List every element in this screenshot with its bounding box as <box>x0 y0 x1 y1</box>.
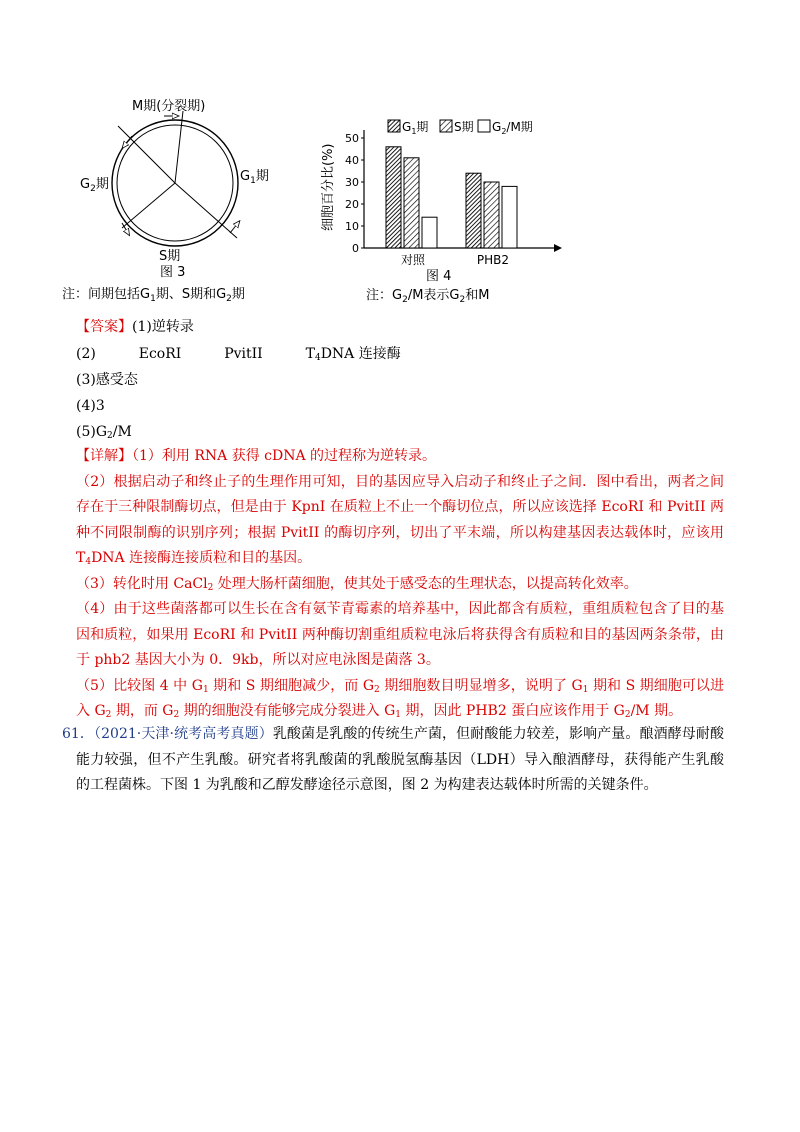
y-tick-label: 40 <box>345 154 359 167</box>
answer-2-num: (2) <box>76 346 96 362</box>
question-source: （2021·天津·统考高考真题） <box>94 726 273 742</box>
bar-1-0 <box>466 173 481 248</box>
y-tick-label: 50 <box>345 132 359 145</box>
legend-label: $G_1$期 <box>402 120 429 136</box>
label-g1: $G_1$期 <box>240 169 269 186</box>
bar-0-0 <box>386 147 401 248</box>
question-number: 61． <box>62 726 95 742</box>
label-s: S期 <box>159 249 181 264</box>
x-tick-label: 对照 <box>400 253 426 267</box>
cell-cycle-diagram <box>60 88 300 313</box>
y-tick-label: 10 <box>345 220 359 233</box>
legend-swatch <box>440 120 452 132</box>
detail-p2: （2）根据启动子和终止子的生理作用可知，目的基因应导入启动子和终止子之间．图中看出，两者之间存在于三种限制酶切点，但是由于 KpnI 在质粒上不止一个酶切位点，所以应该选择 EcoRI 和 PvitII 两种不同限制酶的识别序列；根据 PvitII 的酶切序列，切出了平末端，所以构建基因表达载体时，应该用 $T_4DNA$ 连接酶连接质粒和目的基因。 <box>76 473 724 567</box>
boundary-g2 <box>118 126 175 183</box>
boundary-m <box>175 111 183 183</box>
bar-0-1 <box>404 158 419 248</box>
y-axis-label: 细胞百分比(%) <box>321 143 336 231</box>
legend-label: $G_2/M$期 <box>492 120 533 136</box>
answer-line-5: $(5)G_2/M$ <box>76 424 132 441</box>
figure-3-note: 注：间期包括$G_1$期、S期和$G_2$期 <box>62 287 245 304</box>
detail-p3: （3）转化时用 CaCl$_2$ 处理大肠杆菌细胞，使其处于感受态的生理状态，以提高转化效率。 <box>76 575 638 593</box>
legend-label: S期 <box>454 120 474 134</box>
arrow-icon <box>230 223 238 233</box>
figure-4-caption: 图 4 <box>426 269 452 284</box>
answer-1: (1)逆转录 <box>132 319 194 335</box>
x-axis-arrow-icon <box>554 244 562 252</box>
y-tick-label: 20 <box>345 198 359 211</box>
bar-1-2 <box>502 186 517 248</box>
bar-1-1 <box>484 182 499 248</box>
answer-2-c: $T_4DNA$ 连接酶 <box>305 346 401 363</box>
detail-section <box>76 444 724 725</box>
bar-0-2 <box>422 217 437 248</box>
boundary-g1 <box>175 183 237 238</box>
y-tick-label: 0 <box>352 242 359 255</box>
answer-2-a: EcoRI <box>138 346 182 362</box>
answer-2-b: PvitII <box>224 346 263 362</box>
figure-4-note: 注：$G_2/M$表示$G_2$和M <box>366 288 490 305</box>
answer-label: 【答案】 <box>76 319 132 335</box>
legend-swatch <box>478 120 490 132</box>
answer-line-2 <box>76 344 401 364</box>
y-tick-label: 30 <box>345 176 359 189</box>
label-m-phase: M期(分裂期) <box>132 99 206 114</box>
figure-3 <box>60 88 300 313</box>
detail-p4: （4）由于这些菌落都可以生长在含有氨苄青霉素的培养基中，因此都含有质粒，重组质粒包含了目的基因和质粒，如果用 EcoRI 和 PvitII 两种酶切割重组质粒电泳后将获得含有质粒和目的基因两条条带，由于 phb2 基因大小为 0．9kb，所以对应电泳图是菌落 3。 <box>76 601 724 668</box>
label-g2: $G_2$期 <box>80 177 109 194</box>
figure-3-caption: 图 3 <box>160 265 186 280</box>
arrow-icon <box>124 136 132 146</box>
boundary-s <box>122 183 175 228</box>
bar-chart <box>318 112 568 312</box>
x-tick-label: PHB2 <box>476 253 510 267</box>
detail-p1: 【详解】（1）利用 RNA 获得 cDNA 的过程称为逆转录。 <box>76 448 437 464</box>
detail-label: 【详解】 <box>76 448 132 464</box>
answer-line-4: (4)3 <box>76 398 105 414</box>
legend-swatch <box>388 120 400 132</box>
detail-p5: （5）比较图 4 中 $G_1$ 期和 S 期细胞减少，而 $G_2$ 期细胞数目明显增多，说明了 $G_1$ 期和 S 期细胞可以进入 $G_2$ 期，而 $G_2$ 期的细胞没有能够完成分裂进入 $G_1$ 期，因此 PHB2 蛋白应该作用于 $G_2/M$ 期。 <box>76 677 724 720</box>
answer-line-3: (3)感受态 <box>76 372 138 388</box>
question-61 <box>62 722 725 799</box>
answer-line-1 <box>76 317 194 337</box>
question-text: 乳酸菌是乳酸的传统生产菌，但耐酸能力较差，影响产量。酿酒酵母耐酸能力较强，但不产生乳酸。研究者将乳酸菌的乳酸脱氢酶基因（LDH）导入酿酒酵母，获得能产生乳酸的工程菌株。下图 1 为乳酸和乙醇发酵途径示意图，图 2 为构建表达载体时所需的关键条件。 <box>76 726 725 793</box>
figure-4 <box>318 112 568 312</box>
